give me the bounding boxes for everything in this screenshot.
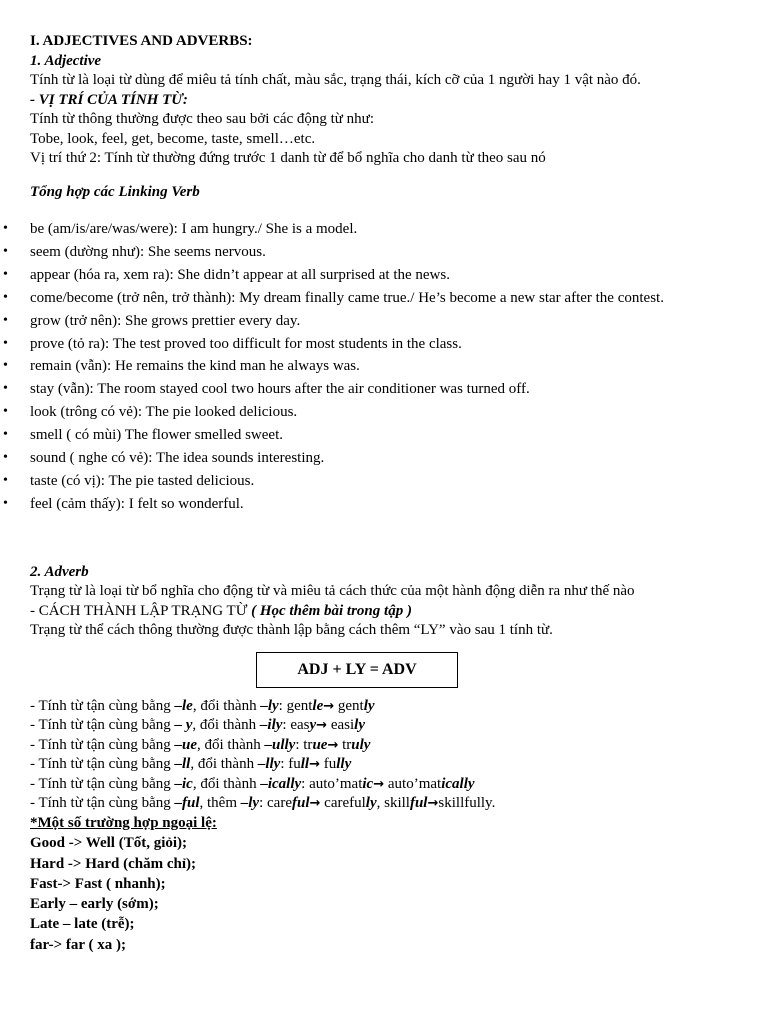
formation-note: ( Học thêm bài trong tập ) [247, 602, 412, 619]
rule-ending: –ful [174, 795, 200, 812]
adverb-rule [30, 736, 745, 756]
formula-box: ADJ + LY = ADV [256, 652, 458, 688]
exception-item: Good -> Well (Tốt, giỏi); [30, 835, 188, 852]
rule-example-ending: ful [291, 795, 310, 812]
list-item: • taste (có vị): The pie tasted delicious. [30, 470, 745, 493]
list-item: • look (trông có vẻ): The pie looked delicious. [30, 401, 745, 424]
rule-example-suffix: uly [351, 736, 371, 753]
rule-text: : auto’mat [301, 775, 363, 792]
list-item: • smell ( có mùi) The flower smelled sweet. [30, 424, 745, 447]
rule-text: : gent [278, 697, 313, 714]
rule-text: , đổi thành [192, 775, 261, 792]
list-item: • remain (vẫn): He remains the kind man he always was. [30, 355, 745, 378]
position-line-2: Tobe, look, feel, get, become, taste, smell…etc. [30, 130, 316, 147]
formula-box-wrapper [30, 652, 745, 688]
rule-ending: –ic [174, 775, 193, 792]
adverb-rule [30, 794, 745, 814]
section-title: I. ADJECTIVES AND ADVERBS: [30, 33, 253, 49]
rule-example-suffix: ly [363, 697, 375, 714]
linking-verb-list [30, 218, 745, 516]
rule-text: gent [334, 697, 364, 714]
rule-suffix: –ically [260, 775, 302, 792]
adverb-definition: Trạng từ là loại từ bổ nghĩa cho động từ và miêu tả cách thức của một hành động diễn ra như thế nào [30, 583, 635, 600]
adverb-rule [30, 775, 745, 795]
adjective-position-heading: - VỊ TRÍ CỦA TÍNH TỪ: [30, 91, 188, 108]
rule-example-suffix: ly [365, 795, 377, 812]
rule-text: - Tính từ tận cùng bằng [30, 736, 175, 753]
arrow-icon: → [373, 776, 385, 792]
rule-example-ending: ue [312, 736, 328, 753]
position-line-3: Vị trí thứ 2: Tính từ thường đứng trước 1 danh từ để bổ nghĩa cho danh từ theo sau nó [30, 150, 546, 166]
arrow-icon: → [327, 737, 339, 753]
rule-text: - Tính từ tận cùng bằng [30, 775, 175, 792]
exception-item: Hard -> Hard (chăm chỉ); [30, 855, 197, 872]
rule-example-ending: ll [300, 756, 310, 773]
list-item: • be (am/is/are/was/were): I am hungry./ She is a model. [30, 218, 745, 241]
rule-text: , thêm [199, 795, 241, 812]
exception-item: Late – late (trễ); [30, 916, 135, 933]
adverb-rule [30, 755, 745, 775]
list-item: • feel (cảm thấy): I felt so wonderful. [30, 493, 745, 516]
list-item: • sound ( nghe có vẻ): The idea sounds interesting. [30, 447, 745, 470]
list-item: • appear (hóa ra, xem ra): She didn’t appear at all surprised at the news. [30, 264, 745, 287]
list-item: • stay (vẫn): The room stayed cool two hours after the air conditioner was turned off. [30, 378, 745, 401]
rule-text: easi [327, 717, 355, 734]
rule-text: : care [259, 795, 292, 812]
formation-line [30, 602, 745, 622]
adjective-heading: 1. Adjective [30, 52, 102, 69]
exception-item: Fast-> Fast ( nhanh); [30, 875, 166, 892]
rule-text: , đổi thành [197, 736, 265, 753]
formation-description: Trạng từ thể cách thông thường được thành lập bằng cách thêm “LY” vào sau 1 tính từ. [30, 622, 553, 639]
adverb-rule [30, 697, 745, 717]
rule-text: skillfully. [438, 795, 496, 812]
rule-text: fu [320, 756, 337, 773]
rule-example-suffix: ly [354, 717, 365, 734]
linking-verb-heading: Tổng hợp các Linking Verb [30, 183, 200, 200]
rule-suffix: –ly [260, 697, 279, 714]
rule-suffix: –ully [264, 736, 296, 753]
adverb-rules [30, 697, 745, 814]
arrow-icon: → [316, 718, 328, 734]
arrow-icon: → [309, 796, 321, 812]
arrow-icon: → [323, 698, 335, 714]
rule-text: , đổi thành [192, 717, 260, 734]
rule-text: - Tính từ tận cùng bằng [30, 756, 175, 773]
list-item: • seem (dường như): She seems nervous. [30, 241, 745, 264]
rule-text: , đổi thành [192, 697, 261, 714]
rule-example-ending: ful [409, 795, 428, 812]
rule-text: - Tính từ tận cùng bằng [30, 697, 175, 714]
arrow-icon: → [427, 796, 439, 812]
rule-ending: – y [174, 717, 193, 734]
rule-example-suffix: ically [441, 775, 475, 792]
rule-ending: –le [174, 697, 193, 714]
rule-text: : tr [295, 736, 313, 753]
exception-item: Early – early (sớm); [30, 896, 159, 913]
adverb-heading: 2. Adverb [30, 563, 89, 580]
rule-example-ending: le [312, 697, 324, 714]
rule-text: - Tính từ tận cùng bằng [30, 795, 175, 812]
rule-text: : eas [282, 717, 310, 734]
rule-text: , skill [376, 795, 410, 812]
rule-ending: –ue [174, 736, 197, 753]
position-line-1: Tính từ thông thường được theo sau bởi các động từ như: [30, 111, 374, 127]
rule-text: , đổi thành [190, 756, 258, 773]
adverb-rule [30, 716, 745, 736]
exceptions-list [30, 833, 745, 955]
rule-text: tr [338, 736, 352, 753]
exceptions-heading: *Một số trường hợp ngoại lệ: [30, 814, 217, 831]
list-item: • grow (trở nên): She grows prettier every day. [30, 310, 745, 333]
document-page [30, 32, 745, 955]
rule-suffix: –ly [240, 795, 260, 812]
rule-example-ending: ic [362, 775, 374, 792]
adjective-definition: Tính từ là loại từ dùng để miêu tả tính chất, màu sắc, trạng thái, kích cỡ của 1 người hay 1 vật nào đó. [30, 72, 641, 88]
rule-suffix: –lly [257, 756, 281, 773]
list-item: • prove (tỏ ra): The test proved too difficult for most students in the class. [30, 333, 745, 356]
rule-text: - Tính từ tận cùng bằng [30, 717, 175, 734]
rule-example-ending: y [309, 717, 317, 734]
rule-text: auto’mat [384, 775, 442, 792]
rule-text: careful [320, 795, 366, 812]
rule-example-suffix: lly [336, 756, 352, 773]
formation-heading: - CÁCH THÀNH LẬP TRẠNG TỪ [30, 602, 248, 619]
list-item: • come/become (trở nên, trở thành): My dream finally came true./ He’s become a new star after the contest. [30, 287, 720, 310]
rule-text: : fu [280, 756, 301, 773]
rule-suffix: –ily [259, 717, 283, 734]
exception-item: far-> far ( xa ); [30, 936, 127, 953]
arrow-icon: → [309, 757, 321, 773]
rule-ending: –ll [174, 756, 191, 773]
